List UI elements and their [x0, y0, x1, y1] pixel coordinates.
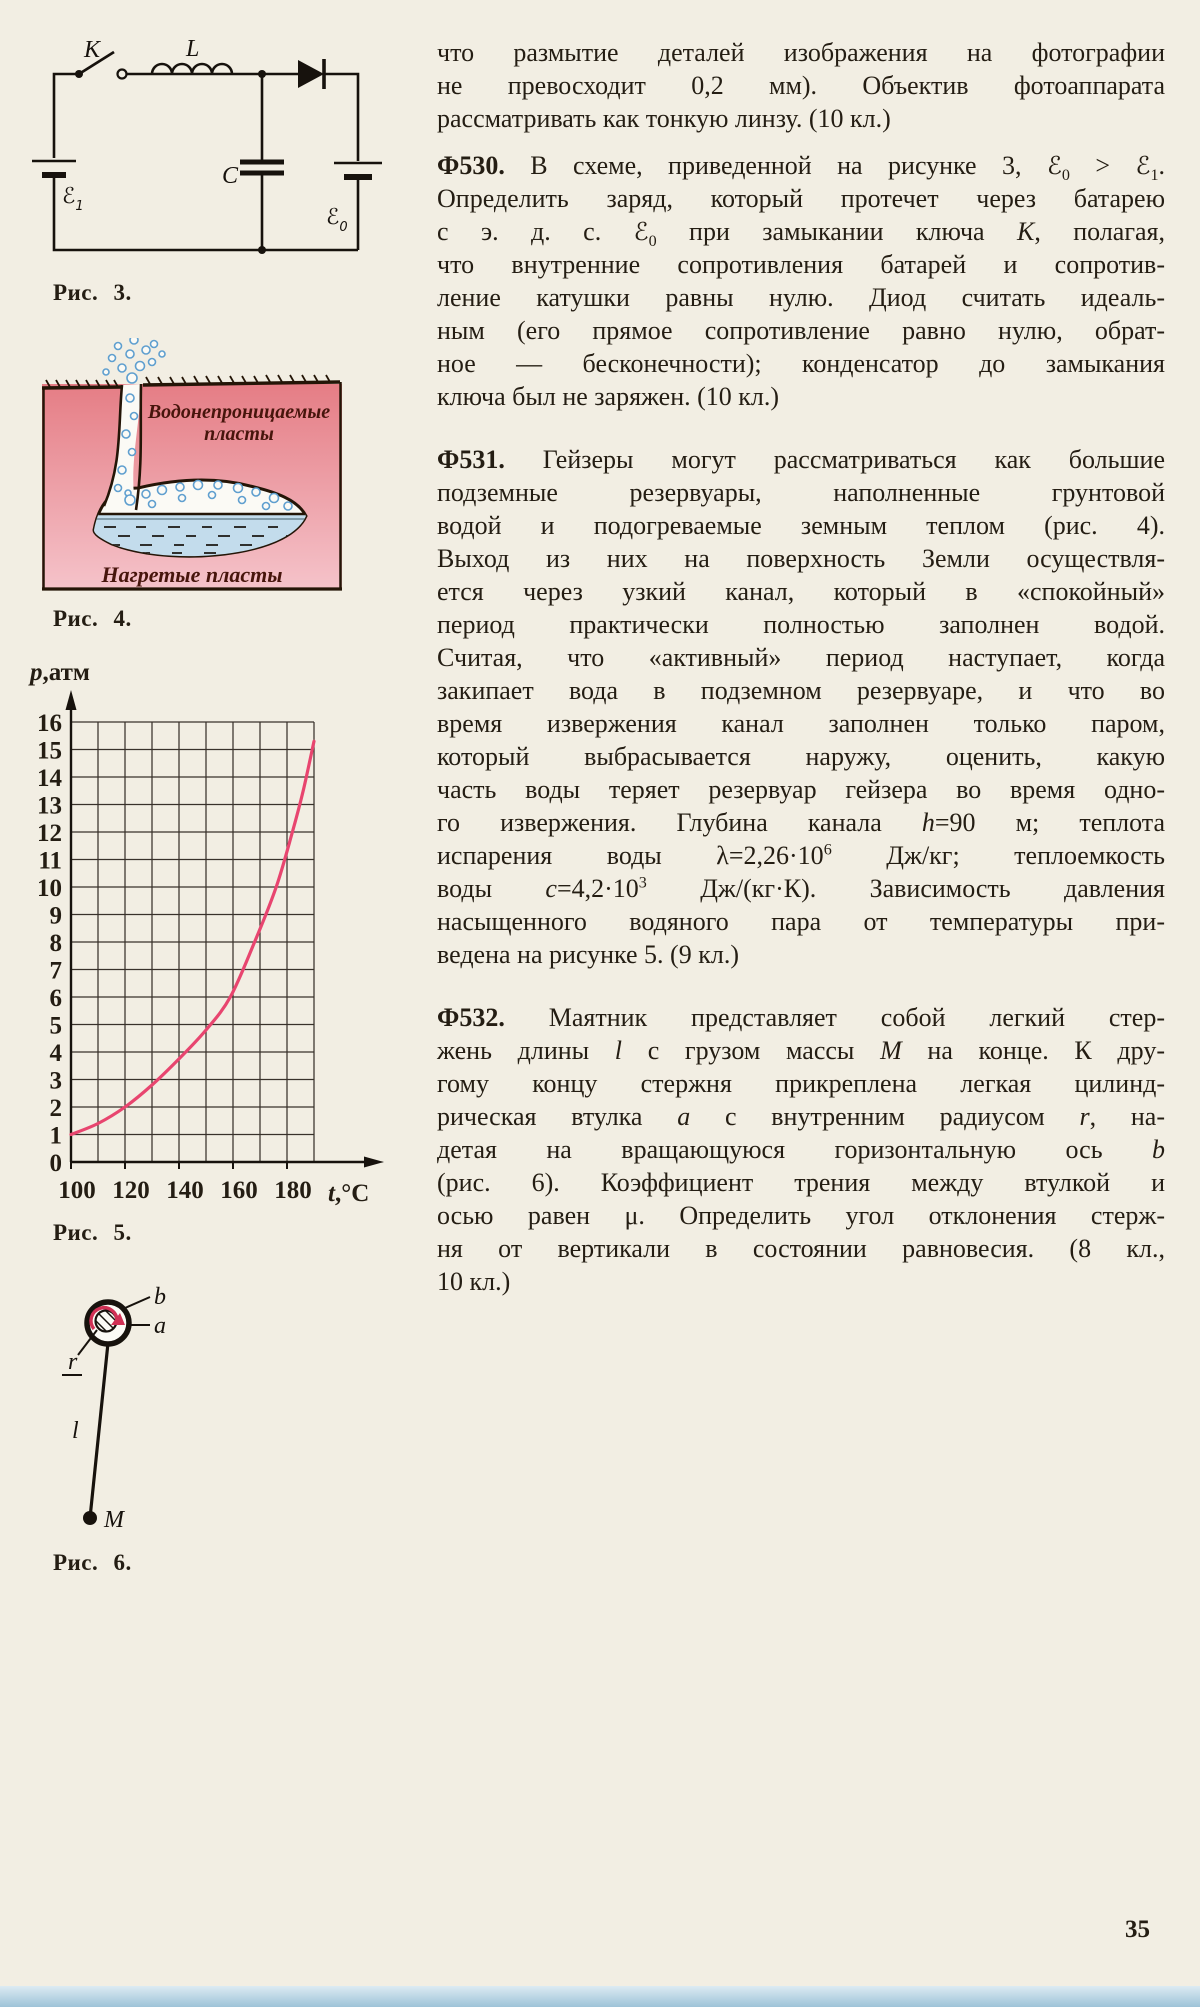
- text-line: Считая, что «активный» период наступает, когда: [437, 643, 1165, 672]
- svg-text:11: 11: [38, 847, 62, 875]
- svg-text:13: 13: [37, 792, 62, 820]
- svg-text:100: 100: [58, 1177, 96, 1204]
- bob-icon: [83, 1511, 97, 1525]
- svg-text:7: 7: [49, 957, 62, 985]
- text-line: (рис. 6). Коэффициент трения между втулкой и: [437, 1168, 1165, 1197]
- radius-label: r: [68, 1349, 78, 1375]
- problem-number: Ф530.: [437, 151, 505, 180]
- text-line: го извержения. Глубина канала h=90 м; теплота: [437, 808, 1165, 837]
- text-line: рассматривать как тонкую линзу. (10 кл.): [437, 104, 891, 133]
- svg-text:0: 0: [49, 1150, 62, 1177]
- text-line: гому концу стержня прикреплена легкая цилинд-: [437, 1069, 1165, 1098]
- switch-label: K: [84, 37, 101, 63]
- node-dot: [258, 246, 266, 254]
- page-bottom-edge: [0, 1986, 1200, 2007]
- capacitor-label: C: [222, 163, 239, 189]
- text-line: 10 кл.): [437, 1267, 511, 1296]
- figure-caption-4: Рис. 4.: [53, 606, 132, 631]
- paragraph: [437, 443, 1165, 971]
- svg-text:4: 4: [49, 1040, 62, 1067]
- text-line: время извержения канал заполнен только паром,: [437, 709, 1165, 738]
- svg-text:9: 9: [49, 902, 62, 930]
- text-line: осью равен μ. Определить угол отклонения стерж-: [437, 1201, 1165, 1230]
- text-line: рическая втулка a с внутренним радиусом r, на-: [437, 1102, 1165, 1131]
- svg-text:14: 14: [37, 765, 62, 792]
- text-line: ление катушки равны нулю. Диод считать идеаль-: [437, 283, 1165, 312]
- text-column: [437, 36, 1165, 1298]
- problem-number: Ф532.: [437, 1003, 505, 1032]
- text-line: что размытие деталей изображения на фотографии: [437, 38, 1165, 67]
- svg-text:160: 160: [220, 1177, 258, 1204]
- emf1-label: ℰ$_1$: [62, 184, 84, 214]
- svg-text:2: 2: [49, 1095, 62, 1122]
- problem-number: Ф531.: [437, 445, 505, 474]
- text-line: закипает вода в подземном резервуаре, и что во: [437, 676, 1165, 705]
- figure-caption-6: Рис. 6.: [53, 1550, 132, 1575]
- x-axis-label: t,°C: [328, 1180, 370, 1207]
- svg-text:16: 16: [37, 710, 62, 737]
- text-line: ным (его прямое сопротивление равно нулю, обрат-: [437, 316, 1165, 345]
- svg-text:5: 5: [49, 1012, 62, 1040]
- impermeable-layers-label: Водонепроницаемые: [147, 401, 331, 423]
- mass-label: M: [104, 1507, 124, 1533]
- text-line: период практически полностью заполнен водой.: [437, 610, 1165, 639]
- emf0-label: ℰ$_0$: [326, 205, 348, 235]
- text-line: детая на вращающуюся горизонтальную ось b: [437, 1135, 1165, 1164]
- heated-layers-label: Нагретые пласты: [101, 562, 283, 587]
- paragraph: [437, 36, 1165, 135]
- leader-line-b: [125, 1297, 150, 1308]
- y-axis-ticks: [37, 710, 63, 1177]
- text-line: ключа был не заряжен. (10 кл.): [437, 382, 780, 411]
- svg-text:180: 180: [274, 1177, 312, 1204]
- inductor-coil-icon: [152, 64, 232, 74]
- svg-text:120: 120: [112, 1177, 150, 1204]
- text-line: не превосходит 0,2 мм). Объектив фотоаппарата: [437, 71, 1165, 100]
- graph-axes: [66, 690, 385, 1168]
- pendulum-figure: [40, 1283, 240, 1548]
- text-line: часть воды теряет резервуар гейзера во время одно-: [437, 775, 1165, 804]
- text-line: испарения воды $\lambda=2,26\cdot 10^6$ Дж/кг; теплоемкость: [437, 841, 1165, 870]
- pendulum-rod: [90, 1343, 108, 1518]
- paragraph: [437, 1001, 1165, 1298]
- text-line: который выбрасывается наружу, оценить, какую: [437, 742, 1165, 771]
- text-line: Ф531. Гейзеры могут рассматриваться как большие: [437, 445, 1165, 474]
- pressure-temperature-graph: [18, 650, 398, 1215]
- text-line: Ф532. Маятник представляет собой легкий стер-: [437, 1003, 1165, 1032]
- inductor-label: L: [186, 36, 200, 62]
- text-line: насыщенного водяного пара от температуры при-: [437, 907, 1165, 936]
- text-line: Определить заряд, который протечет через батарею: [437, 184, 1165, 213]
- axle-label: b: [154, 1284, 166, 1310]
- svg-text:6: 6: [49, 985, 62, 1012]
- switch-icon: [75, 52, 127, 79]
- battery-emf1-icon: [32, 161, 76, 175]
- svg-text:8: 8: [49, 930, 62, 957]
- figure-caption-5: Рис. 5.: [53, 1220, 132, 1245]
- svg-text:12: 12: [37, 820, 62, 847]
- text-line: водой и подогреваемые земным теплом (рис. 4).: [437, 511, 1165, 540]
- x-axis-ticks: [58, 1162, 312, 1204]
- graph-grid: [71, 722, 314, 1162]
- node-dot: [258, 70, 266, 78]
- capacitor-icon: [240, 162, 284, 173]
- svg-text:1: 1: [49, 1122, 62, 1150]
- impermeable-layers-label-2: пласты: [204, 423, 274, 445]
- figure-caption-3: Рис. 3.: [53, 280, 132, 305]
- text-line: Ф530. В схеме, приведенной на рисунке 3, ℰ$_0$ > ℰ$_1$.: [437, 151, 1165, 185]
- svg-text:15: 15: [37, 737, 62, 765]
- text-line: с э. д. с. ℰ$_0$ при замыкании ключа K, полагая,: [437, 217, 1166, 251]
- text-line: воды $c=4,2\cdot 10^3$ Дж/(кг·К). Зависимость давления: [437, 874, 1166, 903]
- page-number: 35: [1125, 1916, 1150, 1943]
- text-line: что внутренние сопротивления батарей и сопротив-: [437, 250, 1165, 279]
- svg-text:140: 140: [166, 1177, 204, 1204]
- vapor-pressure-curve: [71, 741, 314, 1134]
- rod-length-label: l: [72, 1418, 79, 1444]
- svg-text:10: 10: [37, 875, 62, 902]
- text-line: Выход из них на поверхность Земли осуществля-: [437, 544, 1165, 573]
- text-line: ется через узкий канал, который в «спокойный»: [437, 577, 1165, 606]
- paragraph: [437, 149, 1165, 413]
- svg-text:3: 3: [49, 1067, 62, 1095]
- y-axis-label: p,атм: [30, 659, 90, 686]
- text-line: жень длины l с грузом массы M на конце. К дру-: [437, 1036, 1165, 1065]
- geyser-figure: [42, 338, 342, 600]
- diode-icon: [298, 59, 324, 89]
- circuit-figure: [28, 30, 400, 265]
- sleeve-label: a: [154, 1313, 166, 1339]
- text-line: подземные резервуары, наполненные грунтовой: [437, 478, 1165, 507]
- battery-emf0-icon: [334, 163, 382, 177]
- text-line: ведена на рисунке 5. (9 кл.): [437, 940, 739, 969]
- text-line: ня от вертикали в состоянии равновесия. (8 кл.,: [437, 1234, 1165, 1263]
- text-line: ное — бесконечности); конденсатор до замыкания: [437, 349, 1165, 378]
- circuit-wires: [54, 74, 358, 250]
